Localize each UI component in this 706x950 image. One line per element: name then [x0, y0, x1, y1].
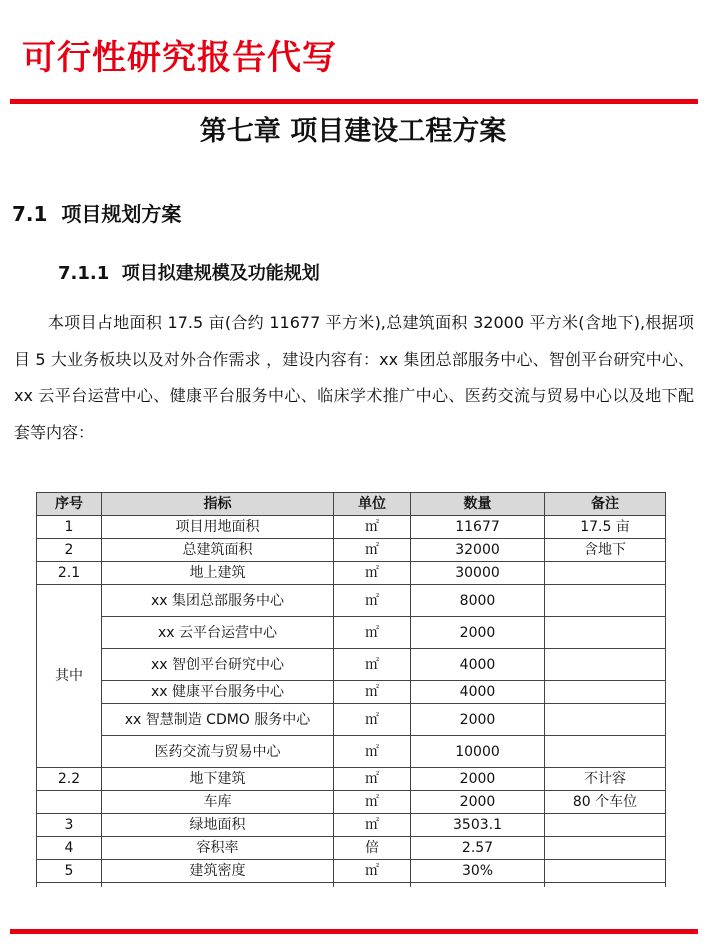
cell-unit: ㎡: [334, 704, 411, 736]
cell-qty: 32000: [411, 539, 545, 562]
cell-unit: ㎡: [334, 649, 411, 681]
cell-item: 绿地面积: [102, 814, 334, 837]
table-row: [37, 539, 666, 562]
cell-qty: 2000: [411, 704, 545, 736]
cell-unit: 倍: [334, 837, 411, 860]
footer-rule: [10, 929, 698, 934]
cell-item: xx 智慧制造 CDMO 服务中心: [102, 704, 334, 736]
cell-note: 17.5 亩: [545, 516, 666, 539]
subsection-title: 项目拟建规模及功能规划: [121, 263, 320, 284]
table-row: [37, 814, 666, 837]
table-row: [37, 768, 666, 791]
cell-qty: 4000: [411, 649, 545, 681]
cell-unit: ㎡: [334, 539, 411, 562]
table-row: [37, 649, 666, 681]
cell-unit: ㎡: [334, 814, 411, 837]
cell-note: [545, 649, 666, 681]
cell-qty: 2000: [411, 617, 545, 649]
cell-qty: 10000: [411, 736, 545, 768]
cell-item: xx 健康平台服务中心: [102, 681, 334, 704]
cell-note: [545, 736, 666, 768]
cell-unit: ㎡: [334, 562, 411, 585]
cell-no: 2.1: [37, 562, 102, 585]
cell-no: [37, 791, 102, 814]
table-row: [37, 562, 666, 585]
cell-qty: 3503.1: [411, 814, 545, 837]
table-row: [37, 837, 666, 860]
table-row: [37, 704, 666, 736]
table-row: [37, 860, 666, 883]
subsection-heading: [58, 260, 320, 288]
cell-empty: [102, 883, 334, 888]
cell-item: 地下建筑: [102, 768, 334, 791]
table-header-row: [37, 493, 666, 516]
cell-qty: 2000: [411, 791, 545, 814]
section-number: 7.1: [12, 202, 48, 226]
cell-item: 车库: [102, 791, 334, 814]
table-row-cutoff: [37, 883, 666, 888]
cell-note: [545, 860, 666, 883]
cell-note: 含地下: [545, 539, 666, 562]
header-cell: 序号: [37, 493, 102, 516]
cell-no: 2: [37, 539, 102, 562]
cell-no: 1: [37, 516, 102, 539]
table-row: [37, 516, 666, 539]
table-row: [37, 617, 666, 649]
cell-qty: 11677: [411, 516, 545, 539]
section-heading: [12, 200, 181, 228]
subsection-number: 7.1.1: [58, 263, 110, 284]
table-row: [37, 681, 666, 704]
table-row: [37, 791, 666, 814]
cell-item: xx 集团总部服务中心: [102, 585, 334, 617]
body-paragraph: 本项目占地面积 17.5 亩(合约 11677 平方米),总建筑面积 32000 平方米(含地下),根据项目 5 大业务板块以及对外合作需求 ，建设内容有：xx 集团总部服务中心、智创平台研究中心、xx 云平台运营中心、健康平台服务中心、临床学术推广中心、医药交流与贸易中心以及地下配套等内容：: [14, 313, 694, 442]
brand-title: 可行性研究报告代写: [22, 38, 337, 78]
cell-qty: 30%: [411, 860, 545, 883]
cell-qty: 2.57: [411, 837, 545, 860]
cell-note: [545, 585, 666, 617]
cell-empty: [411, 883, 545, 888]
cell-item: xx 智创平台研究中心: [102, 649, 334, 681]
cell-item: 地上建筑: [102, 562, 334, 585]
cell-qty: 4000: [411, 681, 545, 704]
header-rule: [10, 99, 698, 104]
cell-item: 建筑密度: [102, 860, 334, 883]
table-row: [37, 736, 666, 768]
cell-unit: ㎡: [334, 791, 411, 814]
cell-unit: ㎡: [334, 585, 411, 617]
cell-no: 2.2: [37, 768, 102, 791]
cell-empty: [334, 883, 411, 888]
cell-note: [545, 837, 666, 860]
cell-note: [545, 814, 666, 837]
table-row: [37, 585, 666, 617]
header-cell: 单位: [334, 493, 411, 516]
chapter-title: 第七章 项目建设工程方案: [199, 116, 507, 147]
cell-item: 总建筑面积: [102, 539, 334, 562]
cell-note: 80 个车位: [545, 791, 666, 814]
cell-qty: 8000: [411, 585, 545, 617]
cell-note: [545, 562, 666, 585]
cell-group-label: 其中: [37, 585, 102, 768]
cell-no: 5: [37, 860, 102, 883]
cell-qty: 30000: [411, 562, 545, 585]
cell-note: [545, 704, 666, 736]
header-cell: 备注: [545, 493, 666, 516]
cell-item: 项目用地面积: [102, 516, 334, 539]
cell-no: 4: [37, 837, 102, 860]
cell-unit: ㎡: [334, 617, 411, 649]
cell-note: 不计容: [545, 768, 666, 791]
cell-unit: ㎡: [334, 516, 411, 539]
indicator-table: [36, 492, 666, 887]
cell-empty: [545, 883, 666, 888]
cell-item: 医药交流与贸易中心: [102, 736, 334, 768]
cell-note: [545, 681, 666, 704]
cell-unit: ㎡: [334, 736, 411, 768]
cell-qty: 2000: [411, 768, 545, 791]
header-cell: 数量: [411, 493, 545, 516]
cell-unit: ㎡: [334, 768, 411, 791]
cell-item: xx 云平台运营中心: [102, 617, 334, 649]
cell-unit: ㎡: [334, 860, 411, 883]
cell-item: 容积率: [102, 837, 334, 860]
cell-unit: ㎡: [334, 681, 411, 704]
header-cell: 指标: [102, 493, 334, 516]
cell-no: 3: [37, 814, 102, 837]
cell-empty: [37, 883, 102, 888]
cell-note: [545, 617, 666, 649]
section-title: 项目规划方案: [61, 202, 182, 226]
